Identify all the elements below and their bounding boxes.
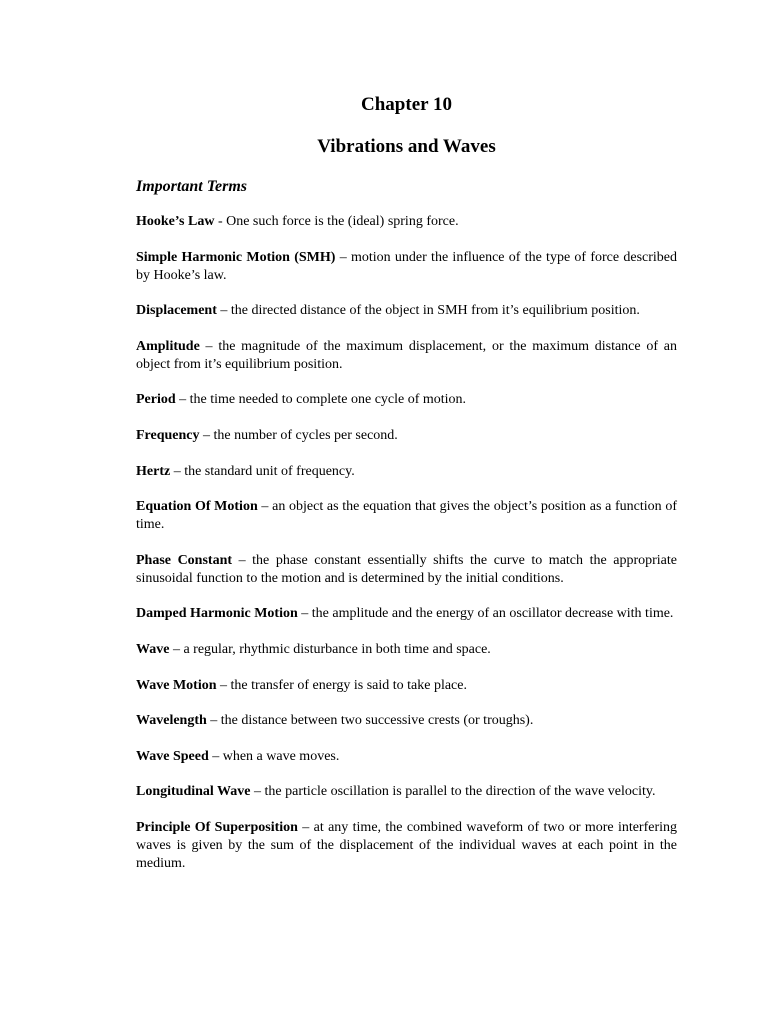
term-entry bbox=[136, 302, 677, 320]
term-definition: the transfer of energy is said to take place. bbox=[230, 677, 467, 693]
term-entry bbox=[136, 463, 677, 481]
term-name: Wave Speed bbox=[136, 748, 209, 764]
term-entry bbox=[136, 391, 677, 409]
term-separator: - bbox=[214, 214, 227, 229]
chapter-number: Chapter 10 bbox=[361, 94, 452, 115]
term-definition: a regular, rhythmic disturbance in both time and space. bbox=[183, 641, 491, 657]
term-name: Frequency bbox=[136, 427, 200, 443]
term-entry bbox=[136, 677, 677, 695]
term-definition: at any time, the combined waveform of two or more interfering waves is given by the sum of the displacement of the individual waves at each point in the medium. bbox=[136, 819, 678, 871]
term-separator: – bbox=[199, 427, 214, 443]
term-definition: the amplitude and the energy of an oscillator decrease with time. bbox=[311, 606, 674, 622]
term-entry bbox=[136, 748, 677, 766]
section-heading: Important Terms bbox=[136, 178, 247, 195]
term-entry bbox=[136, 498, 677, 534]
term-separator: – bbox=[170, 463, 185, 479]
term-name: Phase Constant bbox=[136, 552, 233, 568]
term-separator: – bbox=[297, 606, 312, 622]
term-definition: an object as the equation that gives the object’s position as a function of time. bbox=[136, 499, 677, 533]
term-definition: One such force is the (ideal) spring force. bbox=[226, 214, 459, 229]
term-name: Wave bbox=[136, 641, 170, 657]
term-separator: – bbox=[250, 784, 265, 800]
term-entry bbox=[136, 641, 677, 659]
term-separator: – bbox=[257, 499, 273, 515]
term-definition: the distance between two successive crests (or troughs). bbox=[220, 713, 534, 729]
term-entry bbox=[136, 427, 677, 445]
term-separator: – bbox=[232, 552, 253, 568]
term-definition: motion under the influence of the type of force described by Hooke’s law. bbox=[136, 249, 678, 283]
term-name: Hertz bbox=[136, 463, 171, 479]
term-name: Principle Of Superposition bbox=[136, 819, 298, 835]
term-name: Wave Motion bbox=[136, 677, 217, 693]
term-separator: – bbox=[335, 249, 351, 265]
term-separator: – bbox=[216, 303, 231, 319]
term-definition: the directed distance of the object in SMH from it’s equilibrium position. bbox=[230, 303, 640, 319]
term-name: Period bbox=[136, 392, 176, 408]
term-definition: the particle oscillation is parallel to the direction of the wave velocity. bbox=[264, 784, 656, 800]
term-entry bbox=[136, 605, 677, 623]
term-separator: – bbox=[169, 641, 184, 657]
term-name: Displacement bbox=[136, 303, 217, 319]
chapter-title: Vibrations and Waves bbox=[317, 136, 496, 157]
term-name: Longitudinal Wave bbox=[136, 784, 251, 800]
term-definition: the number of cycles per second. bbox=[213, 427, 398, 443]
term-entry bbox=[136, 338, 677, 374]
term-separator: – bbox=[175, 392, 190, 408]
term-separator: – bbox=[297, 819, 314, 835]
term-name: Simple Harmonic Motion (SMH) bbox=[136, 249, 336, 265]
term-separator: – bbox=[199, 338, 219, 354]
terms-list bbox=[136, 213, 677, 891]
term-definition: the standard unit of frequency. bbox=[184, 463, 355, 479]
term-name: Hooke’s Law bbox=[136, 214, 215, 229]
term-separator: – bbox=[208, 748, 223, 764]
term-separator: – bbox=[206, 713, 221, 729]
term-entry bbox=[136, 552, 677, 588]
term-name: Damped Harmonic Motion bbox=[136, 606, 298, 622]
term-entry bbox=[136, 783, 677, 801]
term-entry bbox=[136, 249, 677, 285]
term-entry bbox=[136, 712, 677, 730]
term-name: Wavelength bbox=[136, 713, 207, 729]
term-name: Equation Of Motion bbox=[136, 499, 258, 515]
term-definition: the magnitude of the maximum displacement, or the maximum distance of an object from it’s equilibrium position. bbox=[136, 338, 677, 372]
term-entry bbox=[136, 819, 677, 873]
term-name: Amplitude bbox=[136, 338, 200, 354]
term-definition: the phase constant essentially shifts the curve to match the appropriate sinusoidal function to the motion and is determined by the initial conditions. bbox=[136, 552, 677, 586]
term-separator: – bbox=[216, 677, 231, 693]
term-definition: when a wave moves. bbox=[222, 748, 340, 764]
term-entry bbox=[136, 213, 677, 231]
term-definition: the time needed to complete one cycle of motion. bbox=[189, 392, 467, 408]
